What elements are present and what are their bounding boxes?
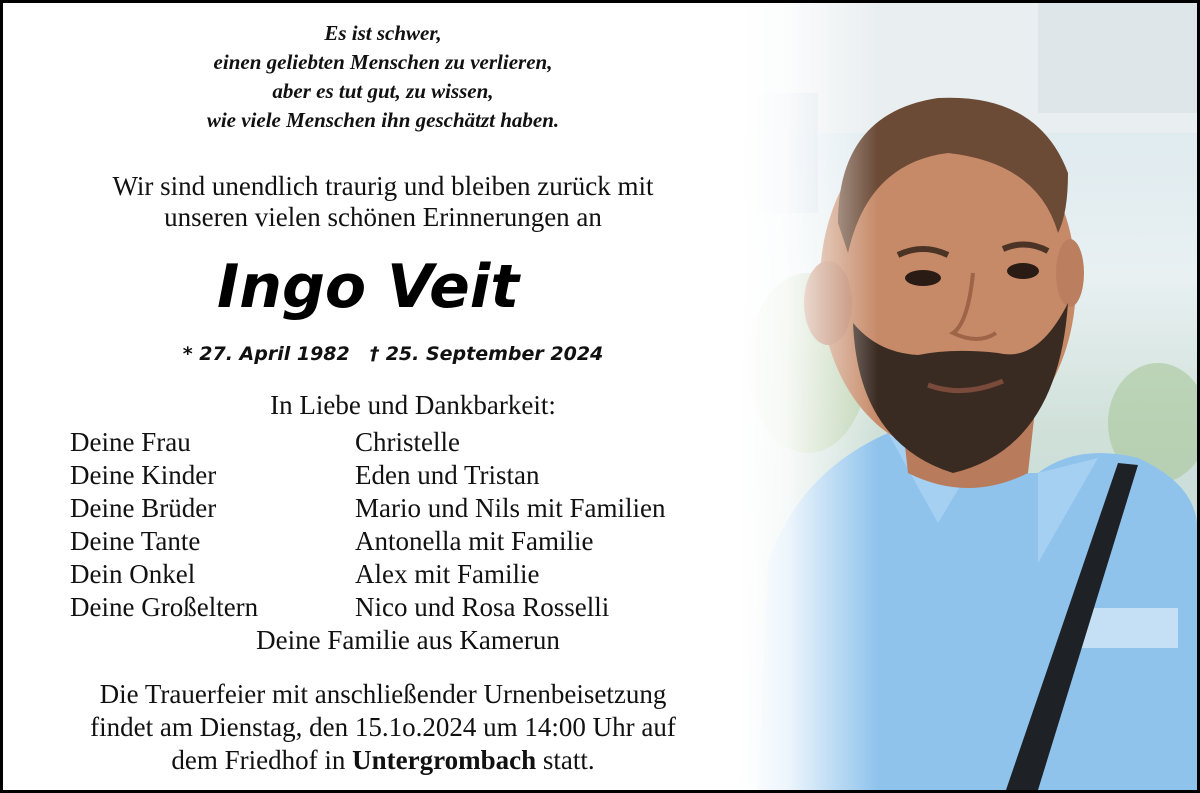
intro-line: unseren vielen schönen Erinnerungen an — [164, 202, 602, 232]
life-dates — [143, 341, 643, 367]
deceased-name: Ingo Veit — [216, 252, 520, 322]
relative-relation: Deine Großeltern — [70, 592, 259, 622]
service-line: findet am Dienstag, den 15.1o.2024 um 14:00 Uhr auf — [90, 712, 676, 742]
relative-names: Alex mit Familie — [355, 559, 540, 589]
family-line: Deine Familie aus Kamerun — [256, 625, 560, 655]
love-heading: In Liebe und Dankbarkeit: — [270, 390, 556, 420]
service-line — [13, 744, 753, 777]
service-text: dem Friedhof in — [171, 745, 353, 775]
relative-names: Antonella mit Familie — [355, 526, 594, 556]
relative-relation: Deine Frau — [70, 427, 191, 457]
relative-names: Mario und Nils mit Familien — [355, 493, 666, 523]
poem-line: aber es tut gut, zu wissen, — [272, 79, 494, 103]
relative-names: Eden und Tristan — [355, 460, 540, 490]
intro-line: Wir sind unendlich traurig und bleiben zurück mit — [112, 171, 654, 201]
service-line: Die Trauerfeier mit anschließender Urnenbeisetzung — [99, 679, 667, 709]
service-text: statt. — [536, 745, 595, 775]
relative-relation: Deine Kinder — [70, 460, 217, 490]
relative-names: Nico und Rosa Rosselli — [355, 592, 610, 622]
poem-line: wie viele Menschen ihn geschätzt haben. — [206, 108, 560, 132]
poem-line: einen geliebten Menschen zu verlieren, — [213, 50, 553, 74]
relative-relation: Deine Tante — [70, 526, 201, 556]
relative-names: Christelle — [355, 427, 460, 457]
relative-relation: Dein Onkel — [70, 559, 196, 589]
intro-text — [23, 171, 743, 233]
relative-relation: Deine Brüder — [70, 493, 217, 523]
poem — [153, 19, 613, 135]
death-date: † 25. September 2024 — [369, 343, 604, 365]
cemetery-place: Untergrombach — [352, 745, 537, 775]
photo-fade — [738, 3, 878, 790]
birth-date: * 27. April 1982 — [182, 343, 350, 365]
poem-line: Es ist schwer, — [324, 21, 442, 45]
service-info — [13, 678, 753, 777]
